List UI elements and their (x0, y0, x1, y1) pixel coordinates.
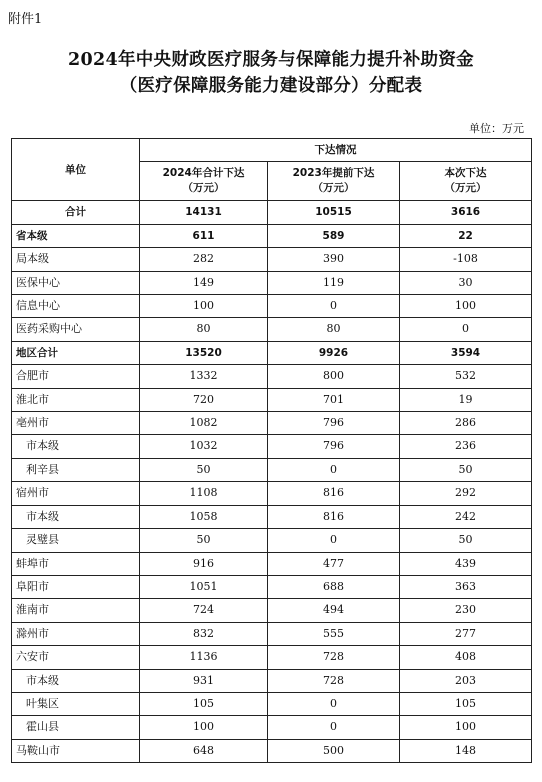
table-row (12, 341, 532, 364)
table-row (12, 482, 532, 505)
allocation-table (11, 138, 532, 763)
cell-2024: 916 (140, 552, 268, 575)
cell-2023: 494 (268, 599, 400, 622)
row-name: 宿州市 (12, 482, 140, 505)
cell-current: 22 (400, 224, 532, 247)
cell-2024: 105 (140, 692, 268, 715)
table-row (12, 365, 532, 388)
header-allocation-group: 下达情况 (140, 139, 532, 162)
cell-2024: 100 (140, 295, 268, 318)
cell-2024: 1051 (140, 575, 268, 598)
cell-current: 363 (400, 575, 532, 598)
cell-current: 532 (400, 365, 532, 388)
cell-2024: 14131 (140, 201, 268, 224)
row-name: 市本级 (12, 505, 140, 528)
cell-current: 50 (400, 458, 532, 481)
cell-current: 3616 (400, 201, 532, 224)
row-name: 市本级 (12, 435, 140, 458)
attachment-label: 附件1 (8, 12, 43, 27)
table-row (12, 739, 532, 762)
row-name: 叶集区 (12, 692, 140, 715)
row-name: 蚌埠市 (12, 552, 140, 575)
row-name: 合计 (12, 201, 140, 224)
row-name: 信息中心 (12, 295, 140, 318)
table-row (12, 295, 532, 318)
cell-2023: 589 (268, 224, 400, 247)
cell-2024: 1108 (140, 482, 268, 505)
header-2024-total-line1: 2024年合计下达 (162, 167, 245, 180)
cell-2023: 816 (268, 505, 400, 528)
cell-2023: 500 (268, 739, 400, 762)
cell-2024: 1032 (140, 435, 268, 458)
cell-current: 100 (400, 716, 532, 739)
document-title-line2: （医疗保障服务能力建设部分）分配表 (119, 76, 423, 96)
cell-current: 3594 (400, 341, 532, 364)
table-row (12, 575, 532, 598)
cell-current: 50 (400, 529, 532, 552)
row-name: 淮北市 (12, 388, 140, 411)
document-title-line1: 2024年中央财政医疗服务与保障能力提升补助资金 (68, 50, 474, 70)
cell-current: 236 (400, 435, 532, 458)
cell-2024: 149 (140, 271, 268, 294)
cell-current: 100 (400, 295, 532, 318)
cell-2024: 1082 (140, 412, 268, 435)
table-row (12, 692, 532, 715)
cell-2024: 1058 (140, 505, 268, 528)
cell-current: 230 (400, 599, 532, 622)
cell-2023: 10515 (268, 201, 400, 224)
table-row (12, 224, 532, 247)
unit-label: 单位：万元 (469, 122, 524, 135)
cell-2024: 720 (140, 388, 268, 411)
cell-current: 0 (400, 318, 532, 341)
cell-2024: 611 (140, 224, 268, 247)
cell-current: 148 (400, 739, 532, 762)
row-name: 滁州市 (12, 622, 140, 645)
header-2024-total (140, 162, 268, 201)
row-name: 市本级 (12, 669, 140, 692)
header-current-line1: 本次下达 (444, 167, 487, 180)
cell-2024: 100 (140, 716, 268, 739)
table-row (12, 505, 532, 528)
cell-2024: 80 (140, 318, 268, 341)
cell-current: 277 (400, 622, 532, 645)
table-row (12, 622, 532, 645)
row-name: 灵璧县 (12, 529, 140, 552)
cell-2023: 390 (268, 248, 400, 271)
cell-2023: 0 (268, 529, 400, 552)
cell-2023: 796 (268, 435, 400, 458)
table-row (12, 529, 532, 552)
table-row (12, 271, 532, 294)
cell-current: 19 (400, 388, 532, 411)
cell-current: 286 (400, 412, 532, 435)
cell-current: 203 (400, 669, 532, 692)
header-unit: 单位 (12, 139, 140, 201)
cell-2024: 648 (140, 739, 268, 762)
table-row (12, 435, 532, 458)
header-current-line2: （万元） (444, 182, 487, 195)
cell-2024: 832 (140, 622, 268, 645)
cell-2023: 816 (268, 482, 400, 505)
cell-current: 439 (400, 552, 532, 575)
cell-2023: 800 (268, 365, 400, 388)
row-name: 淮南市 (12, 599, 140, 622)
cell-2023: 796 (268, 412, 400, 435)
row-name: 医药采购中心 (12, 318, 140, 341)
header-2023-advance-line2: （万元） (312, 182, 355, 195)
table-row (12, 412, 532, 435)
row-name: 利辛县 (12, 458, 140, 481)
row-name: 医保中心 (12, 271, 140, 294)
row-name: 阜阳市 (12, 575, 140, 598)
cell-2023: 728 (268, 669, 400, 692)
cell-current: 292 (400, 482, 532, 505)
table-row (12, 458, 532, 481)
header-2023-advance (268, 162, 400, 201)
cell-2023: 701 (268, 388, 400, 411)
cell-2023: 80 (268, 318, 400, 341)
table-row (12, 599, 532, 622)
row-name: 六安市 (12, 646, 140, 669)
row-name: 合肥市 (12, 365, 140, 388)
cell-2023: 0 (268, 716, 400, 739)
row-name: 局本级 (12, 248, 140, 271)
cell-2023: 9926 (268, 341, 400, 364)
cell-2024: 1136 (140, 646, 268, 669)
cell-2024: 931 (140, 669, 268, 692)
cell-2023: 0 (268, 295, 400, 318)
row-name: 地区合计 (12, 341, 140, 364)
cell-current: 408 (400, 646, 532, 669)
cell-2023: 555 (268, 622, 400, 645)
cell-current: 30 (400, 271, 532, 294)
cell-2024: 1332 (140, 365, 268, 388)
header-2024-total-line2: （万元） (182, 182, 225, 195)
table-row (12, 669, 532, 692)
table-row (12, 248, 532, 271)
cell-2023: 728 (268, 646, 400, 669)
cell-2023: 477 (268, 552, 400, 575)
table-row (12, 716, 532, 739)
table-row (12, 646, 532, 669)
cell-current: 105 (400, 692, 532, 715)
cell-current: -108 (400, 248, 532, 271)
row-name: 亳州市 (12, 412, 140, 435)
table-row (12, 552, 532, 575)
cell-2023: 0 (268, 692, 400, 715)
row-name: 马鞍山市 (12, 739, 140, 762)
table-row (12, 318, 532, 341)
cell-2023: 0 (268, 458, 400, 481)
header-2023-advance-line1: 2023年提前下达 (292, 167, 375, 180)
table-row (12, 388, 532, 411)
cell-2024: 50 (140, 458, 268, 481)
cell-2024: 282 (140, 248, 268, 271)
cell-2024: 50 (140, 529, 268, 552)
row-name: 霍山县 (12, 716, 140, 739)
row-name: 省本级 (12, 224, 140, 247)
header-current (400, 162, 532, 201)
cell-current: 242 (400, 505, 532, 528)
cell-2024: 13520 (140, 341, 268, 364)
cell-2023: 688 (268, 575, 400, 598)
cell-2024: 724 (140, 599, 268, 622)
table-row (12, 201, 532, 224)
cell-2023: 119 (268, 271, 400, 294)
